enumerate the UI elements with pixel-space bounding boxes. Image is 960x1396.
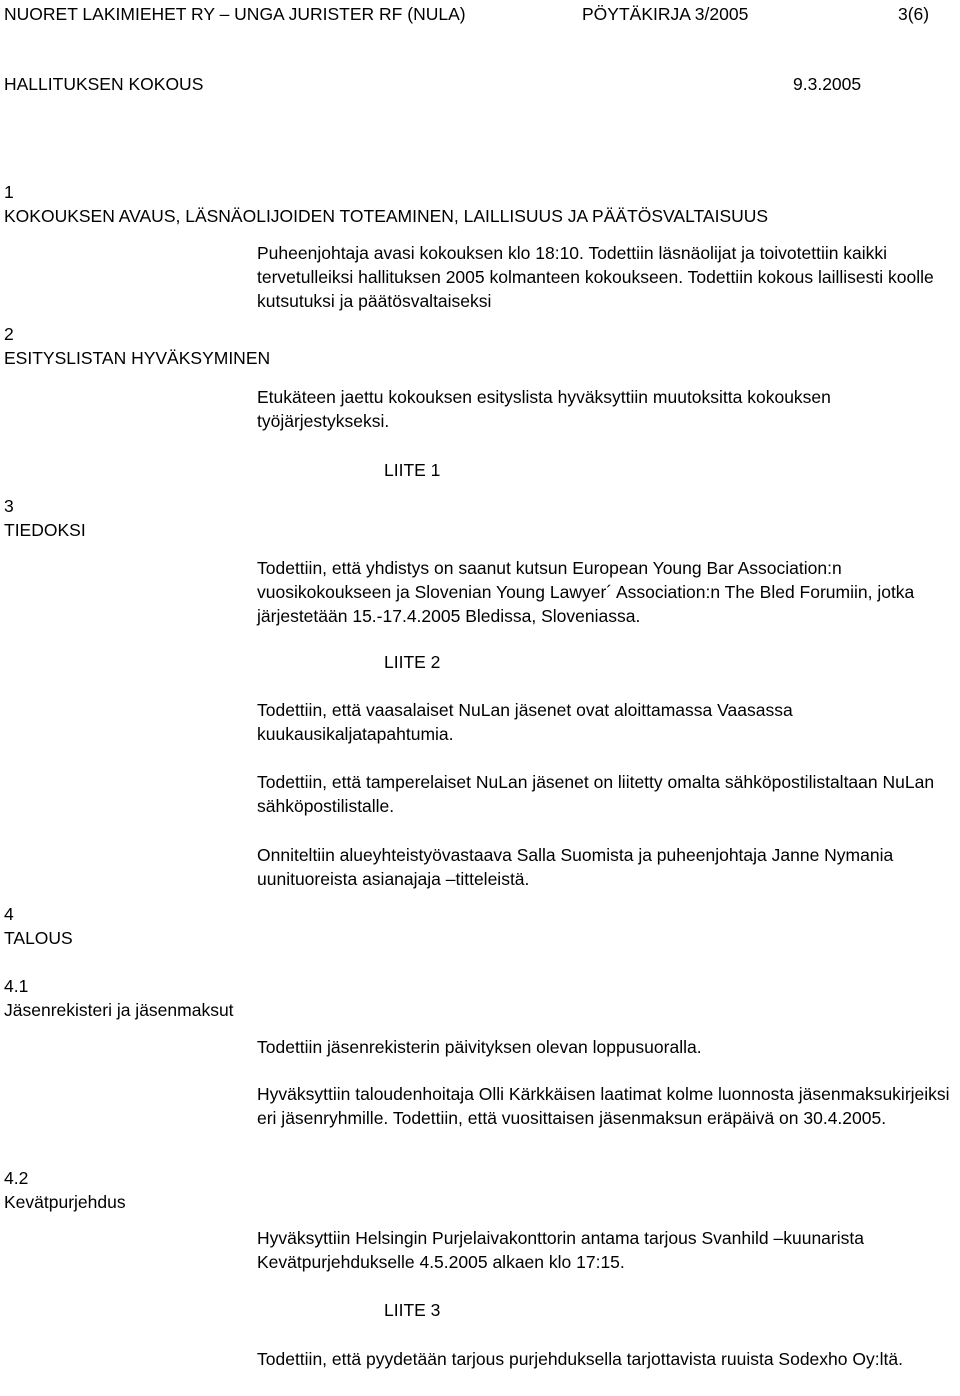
header-organization: NUORET LAKIMIEHET RY – UNGA JURISTER RF (NULA) [4, 4, 466, 24]
section-3-number: 3 [4, 496, 14, 516]
section-1-title: KOKOUKSEN AVAUS, LÄSNÄOLIJOIDEN TOTEAMINEN, LAILLISUUS JA PÄÄTÖSVALTAISUUS [4, 206, 769, 226]
section-4-2-number: 4.2 [4, 1168, 29, 1188]
attachment-2-label: LIITE 2 [384, 652, 441, 672]
header-meeting-title: HALLITUKSEN KOKOUS [4, 74, 204, 94]
section-3-title: TIEDOKSI [4, 520, 86, 540]
section-4-1-number: 4.1 [4, 976, 29, 996]
section-4-1-paragraph-register: Todettiin jäsenrekisterin päivityksen olevan loppusuoralla. [257, 1037, 702, 1057]
section-2-paragraph: Etukäteen jaettu kokouksen esityslista hyväksyttiin muutoksitta kokouksen työjärjestykseksi. [257, 387, 831, 431]
section-4-number: 4 [4, 904, 14, 924]
section-4-2-paragraph-offer: Hyväksyttiin Helsingin Purjelaivakonttorin antama tarjous Svanhild –kuunarista Kevätpurjehdukselle 4.5.2005 alkaen klo 17:15. [257, 1228, 864, 1272]
header-document-id: PÖYTÄKIRJA 3/2005 [582, 4, 749, 24]
section-1-paragraph: Puheenjohtaja avasi kokouksen klo 18:10. Todettiin läsnäolijat ja toivotettiin kaikki tervetulleiksi hallituksen 2005 kolmanteen kokoukseen. Todettiin kokous laillisesti koolle kutsutuksi ja päätösvaltaiseksi [257, 243, 934, 311]
section-4-2-paragraph-catering: Todettiin, että pyydetään tarjous purjehduksella tarjottavista ruuista Sodexho Oy:ltä. [257, 1349, 903, 1369]
attachment-1-label: LIITE 1 [384, 460, 441, 480]
section-4-1-title: Jäsenrekisteri ja jäsenmaksut [4, 1000, 234, 1020]
section-3-paragraph-vaasa: Todettiin, että vaasalaiset NuLan jäsenet ovat aloittamassa Vaasassa kuukausikaljatapahtumia. [257, 700, 793, 744]
section-2-title: ESITYSLISTAN HYVÄKSYMINEN [4, 348, 271, 368]
section-3-paragraph-tampere: Todettiin, että tamperelaiset NuLan jäsenet on liitetty omalta sähköpostilistaltaan NuLan sähköpostilistalle. [257, 772, 935, 816]
header-page-number: 3(6) [898, 4, 930, 24]
section-3-paragraph-invitation: Todettiin, että yhdistys on saanut kutsun European Young Bar Association:n vuosikokoukseen ja Slovenian Young Lawyer´ Association:n The Bled Forumiin, jotka järjestetään 15.-17.4.2005 Bledissa, Sloveniassa. [257, 558, 915, 626]
section-4-1-paragraph-fees: Hyväksyttiin taloudenhoitaja Olli Kärkkäisen laatimat kolme luonnosta jäsenmaksukirjeiksi eri jäsenryhmille. Todettiin, että vuosittaisen jäsenmaksun eräpäivä on 30.4.2005. [257, 1084, 950, 1128]
section-4-2-title: Kevätpurjehdus [4, 1192, 126, 1212]
section-2-number: 2 [4, 324, 14, 344]
attachment-3-label: LIITE 3 [384, 1300, 441, 1320]
section-3-paragraph-congratulations: Onniteltiin alueyhteistyövastaava Salla Suomista ja puheenjohtaja Janne Nymania uunituoreista asianajaja –titteleistä. [257, 845, 894, 889]
header-meeting-date: 9.3.2005 [793, 74, 862, 94]
section-1-number: 1 [4, 182, 14, 202]
section-4-title: TALOUS [4, 928, 73, 948]
